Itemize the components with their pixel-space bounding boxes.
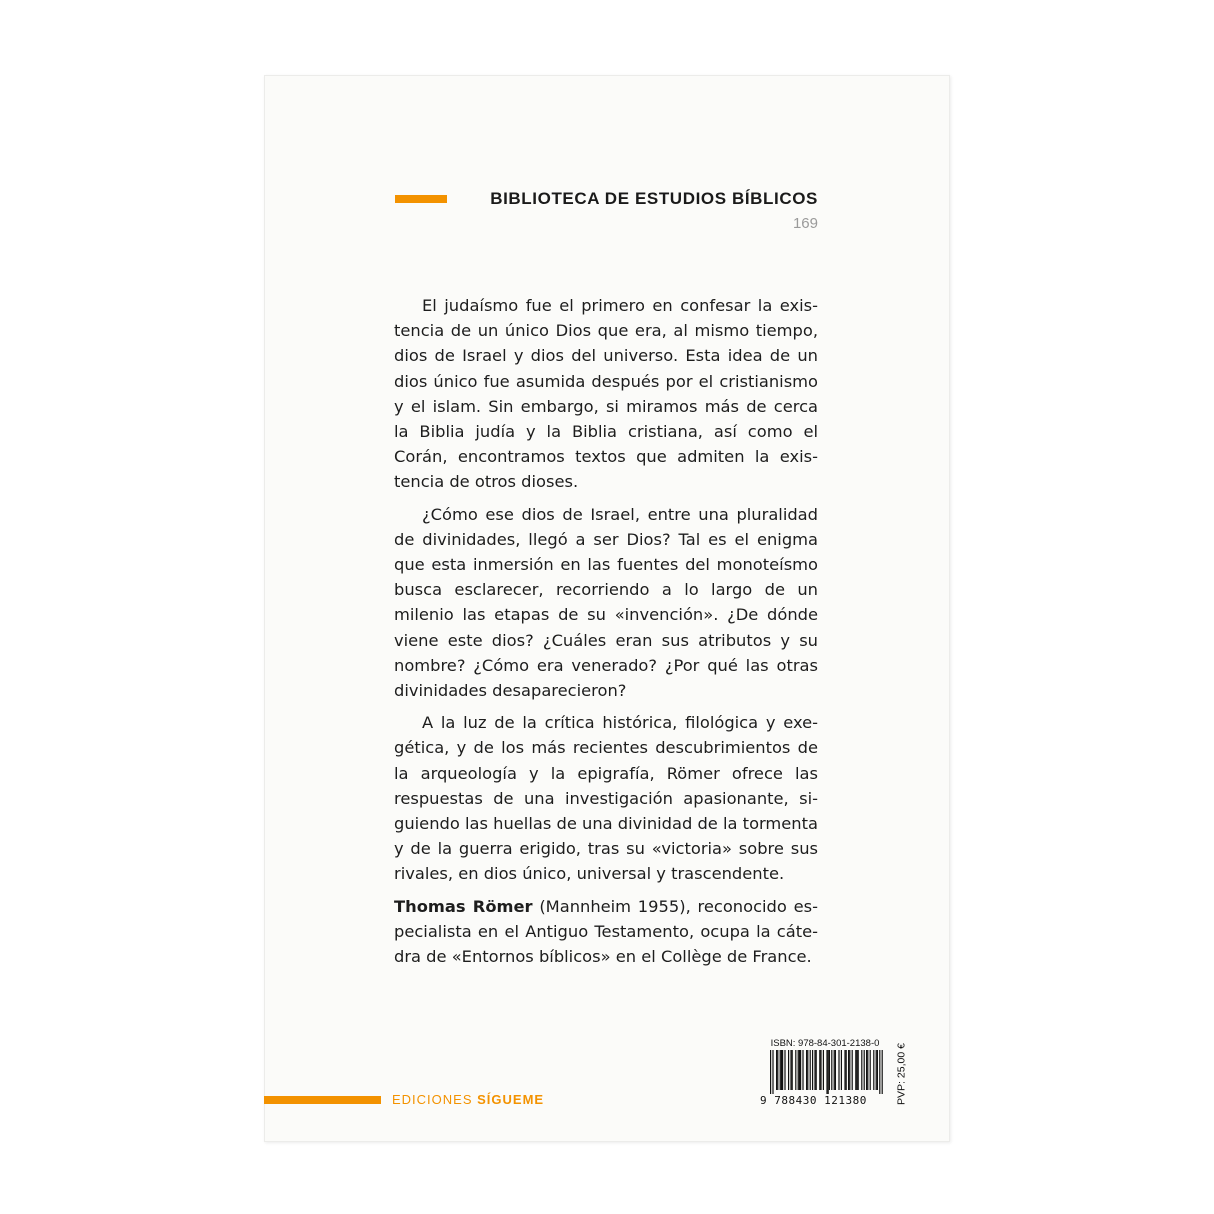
series-title: BIBLIOTECA DE ESTUDIOS BÍBLICOS <box>490 189 818 208</box>
price-text: PVP: 25,00 € <box>895 1043 908 1105</box>
barcode-bar <box>829 1050 830 1090</box>
barcode-bar <box>782 1050 783 1090</box>
price-label <box>894 1038 906 1113</box>
barcode-bar <box>828 1050 829 1094</box>
barcode-bar <box>800 1050 801 1090</box>
barcode-bar <box>802 1050 803 1090</box>
barcode-bar <box>838 1050 839 1090</box>
isbn-label: ISBN: 978-84-301-2138-0 <box>770 1038 880 1049</box>
barcode-bar <box>820 1050 821 1090</box>
barcode-bar <box>876 1050 877 1090</box>
barcode-bar <box>856 1050 857 1090</box>
author-bio-text: (Mannheim 1955), reconocido especialista en el Antiguo Testamento, ocupa la cátedra de «Entornos bíblicos» en el Collège de France. <box>394 896 818 967</box>
publisher-logo <box>392 1092 544 1107</box>
author-bio <box>394 894 818 970</box>
barcode-image <box>760 1050 890 1094</box>
barcode-bar <box>770 1050 771 1094</box>
barcode-bar <box>882 1050 883 1094</box>
barcode-bar <box>864 1050 865 1090</box>
series-accent-bar <box>395 195 447 203</box>
barcode-bar <box>834 1050 835 1090</box>
barcode-bar <box>879 1050 880 1094</box>
barcode-bar <box>777 1050 778 1090</box>
barcode-bar <box>835 1050 836 1090</box>
barcode-bar <box>849 1050 850 1090</box>
barcode-bar <box>855 1050 856 1090</box>
publisher-name: SÍGUEME <box>477 1092 545 1107</box>
barcode-bar <box>870 1050 871 1090</box>
barcode-bar <box>790 1050 791 1090</box>
barcode-bar <box>780 1050 781 1090</box>
barcode-bar <box>873 1050 874 1090</box>
publisher-prefix: EDICIONES <box>392 1092 478 1107</box>
book-back-cover <box>264 75 950 1142</box>
barcode-bar <box>795 1050 796 1090</box>
barcode-bar <box>848 1050 849 1090</box>
barcode-bar <box>806 1050 807 1090</box>
barcode-bar <box>823 1050 824 1090</box>
barcode-bar <box>852 1050 853 1090</box>
barcode-bar <box>798 1050 799 1090</box>
barcode-bar <box>772 1050 773 1094</box>
barcode-bar <box>810 1050 811 1090</box>
blurb-paragraph: A la luz de la crítica histórica, filológica y exegética, y de los más recientes descubrimientos de la arqueología y la epigrafía, Römer ofrece las respuestas de una investigación apasionante, siguiendo las huellas de una divinidad de la tormenta y de la guerra erigido, tras su «victoria» sobre sus rivales, en dios único, universal y trascendente. <box>394 713 818 884</box>
series-number: 169 <box>792 215 818 232</box>
blurb-paragraph: ¿Cómo ese dios de Israel, entre una pluralidad de divinidades, llegó a ser Dios? Tal es el enigma que esta inmersión en las fuentes del monoteísmo busca esclarecer, recorriendo a lo largo de un milenio las etapas de su «invención». ¿De dónde viene este dios? ¿Cuáles eran sus atributos y su nombre? ¿Cómo era venerado? ¿Por qué las otras divinidades desaparecieron? <box>394 504 818 701</box>
author-name: Thomas Römer <box>394 896 533 916</box>
barcode-bar <box>841 1050 842 1090</box>
barcode-bar <box>816 1050 817 1090</box>
barcode-block <box>760 1038 890 1110</box>
barcode-bar <box>814 1050 815 1090</box>
barcode-bar <box>826 1050 827 1094</box>
blurb-text <box>394 293 818 976</box>
barcode-bar <box>877 1050 878 1090</box>
ean-digits: 9 788430 121380 <box>760 1094 867 1107</box>
barcode-bar <box>846 1050 847 1090</box>
barcode-bar <box>844 1050 845 1090</box>
barcode-bar <box>861 1050 862 1090</box>
barcode-bar <box>799 1050 800 1090</box>
barcode-bar <box>807 1050 808 1090</box>
barcode-bar <box>866 1050 867 1090</box>
barcode-bar <box>858 1050 859 1090</box>
barcode-bar <box>831 1050 832 1090</box>
barcode-bar <box>792 1050 793 1090</box>
barcode-bar <box>776 1050 777 1090</box>
blurb-paragraph: El judaísmo fue el primero en confesar la existencia de un único Dios que era, al mismo tiempo, dios de Israel y dios del universo. Esta idea de un dios único fue asumida después por el cristianismo y el islam. Sin embargo, si miramos más de cerca la Biblia judía y la Biblia cristiana, así como el Corán, encontramos textos que admiten la existencia de otros dioses. <box>394 296 818 492</box>
barcode-bar <box>788 1050 789 1090</box>
barcode-bar <box>819 1050 820 1090</box>
barcode-bar <box>784 1050 785 1090</box>
barcode-bar <box>781 1050 782 1090</box>
publisher-accent-bar <box>264 1096 381 1104</box>
barcode-bar <box>867 1050 868 1090</box>
barcode-bar <box>812 1050 813 1090</box>
